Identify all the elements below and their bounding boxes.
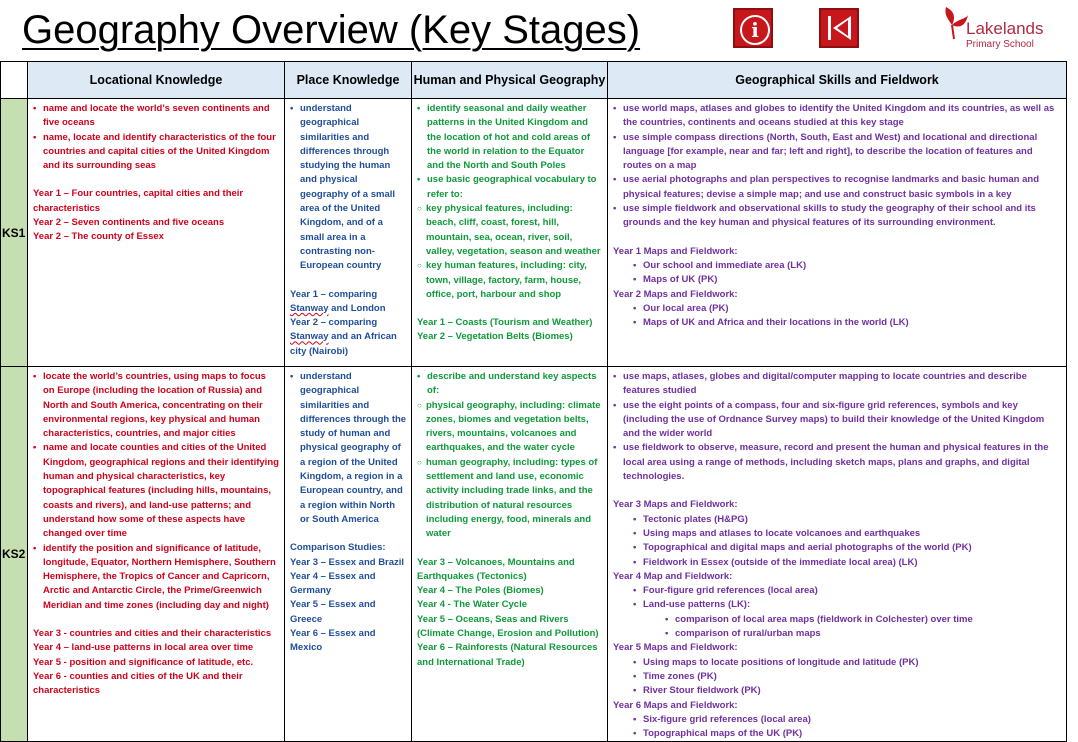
ks2-skills-y4-subitem: • comparison of local area maps (fieldwork in Colchester) over time [665,613,1062,627]
ks2-skills-y3-item: • Fieldwork in Essex (outside of the immediate local area) (LK) [633,556,1062,570]
back-to-start-icon [828,16,831,40]
ks2-human-year-4: Year 5 – Oceans, Seas and Rivers (Climate Change, Erosion and Pollution) [417,613,599,640]
ks1-skills-bullet-1: • use world maps, atlases and globes to identify the United Kingdom and its countries, as well as the countries, continents and oceans studied at this key stage [613,102,1062,131]
header-blank [1,62,28,99]
ks2-place-year-1: Year 3 – Essex and Brazil [290,556,405,568]
ks1-human-sub-1: ○ key physical features, including: beach, cliff, coast, forest, hill, mountain, sea, ocean, river, soil, valley, vegetation, season and weather [417,202,603,259]
ks1-loc-year-3: Year 2 – The county of Essex [33,231,164,243]
ks1-loc-bullet-1: • name and locate the world’s seven continents and five oceans [33,102,280,131]
header-locational: Locational Knowledge [28,62,285,99]
ks2-place-bullet: • understand geographical similarities and differences through the study of human and physical geography of a region of the United Kingdom, a region in a European country, and a region within North or South America [290,370,407,527]
ks2-loc-year-3: Year 5 - position and significance of latitude, etc. [33,656,254,668]
header-place: Place Knowledge [285,62,412,99]
ks1-loc-year-2: Year 2 – Seven continents and five oceans [33,217,225,229]
ks2-skills-y3-item: • Using maps and atlases to locate volcanoes and earthquakes [633,527,1062,541]
overview-table [0,61,1067,742]
ks2-skills-y3-head: Year 3 Maps and Fieldwork: [613,499,738,511]
ks2-human-year-5: Year 6 – Rainforests (Natural Resources and International Trade) [417,642,598,668]
ks1-loc-year-1: Year 1 – Four countries, capital cities and their characteristics [33,188,244,214]
ks1-skills-cell [608,99,1067,367]
header-human-physical: Human and Physical Geography [412,62,608,99]
ks1-human-year-2: Year 2 – Vegetation Belts (Biomes) [417,331,573,343]
page-title: Geography Overview (Key Stages) [22,8,641,52]
header-skills: Geographical Skills and Fieldwork [608,62,1067,99]
ks1-human-bullet-1: • identify seasonal and daily weather patterns in the United Kingdom and the location of hot and cold areas of the world in relation to the Equator and the North and South Poles [417,102,603,173]
ks2-skills-cell [608,367,1067,742]
ks2-loc-year-1: Year 3 - countries and cities and their characteristics [33,628,272,640]
ks1-skills-bullet-2: • use simple compass directions (North, South, East and West) and locational and directional language [for example, near and far; left and right], to describe the location of features and routes on a map [613,131,1062,174]
ks2-label: KS2 [1,367,28,742]
ks1-skills-y2-item: • Our local area (PK) [633,302,1062,316]
ks2-skills-y4-subitem: • comparison of rural/urban maps [665,627,1062,641]
ks1-loc-bullet-2: • name, locate and identify characteristics of the four countries and capital cities of the United Kingdom and its surrounding seas [33,131,280,174]
header-row [1,62,1067,99]
ks2-skills-y6-item: • Topographical maps of the UK (PK) [633,727,1062,741]
ks2-skills-y4-item: • Land-use patterns (LK): [633,598,1062,612]
ks1-place-bullet: • understand geographical similarities and differences through studying the human and physical geography of a small area of the United Kingdom, and of a small area in a contrasting non-European country [290,102,407,274]
ks2-loc-year-4: Year 6 - counties and cities of the UK and their characteristics [33,670,243,697]
ks2-row [1,367,1067,742]
ks2-place-year-4: Year 6 – Essex and Mexico [290,628,376,654]
ks2-place-comparison-head: Comparison Studies: [290,542,386,554]
ks2-loc-year-2: Year 4 – land-use patterns in local area over time [33,642,254,654]
ks1-label: KS1 [1,99,28,367]
ks1-human-bullet-2: • use basic geographical vocabulary to refer to: [417,173,603,202]
ks2-human-year-3: Year 4 - The Water Cycle [417,599,528,611]
ks2-human-year-1: Year 3 – Volcanoes, Mountains and Earthquakes (Tectonics) [417,556,575,582]
logo-name: Lakelands [966,19,1044,38]
ks2-skills-y3-item: • Tectonic plates (H&PG) [633,513,1062,527]
ks2-skills-y4-head: Year 4 Map and Fieldwork: [613,570,733,582]
ks1-human-year-1: Year 1 – Coasts (Tourism and Weather) [417,317,593,329]
ks2-locational-cell [28,367,285,742]
ks2-skills-y5-item: • River Stour fieldwork (PK) [633,684,1062,698]
info-icon: i [740,15,770,45]
ks2-skills-bullet-3: • use fieldwork to observe, measure, record and present the human and physical features in the local area using a range of methods, including sketch maps, plans and graphs, and digital technologies. [613,441,1062,484]
ks2-skills-y4-item: • Four-figure grid references (local area) [633,584,1062,598]
ks1-human-cell [412,99,608,367]
ks2-human-bullet: • describe and understand key aspects of: [417,370,603,399]
ks2-skills-y5-item: • Using maps to locate positions of longitude and latitude (PK) [633,656,1062,670]
ks2-loc-bullet-2: • name and locate counties and cities of the United Kingdom, geographical regions and their identifying human and physical characteristics, key topographical features (including hills, mountains, coasts and rivers), and land-use patterns; and understand how some of these aspects have changed over time [33,441,280,541]
info-button[interactable] [733,8,773,48]
ks2-place-year-3: Year 5 – Essex and Greece [290,599,376,625]
ks2-skills-bullet-2: • use the eight points of a compass, four and six-figure grid references, symbols and key (including the use of Ordnance Survey maps) to build their knowledge of the United Kingdom and the wider world [613,399,1062,442]
ks1-place-year-2: Year 2 – comparing Stanway and an African city (Nairobi) [290,317,397,357]
school-logo [940,3,1070,55]
ks2-skills-y5-item: • Time zones (PK) [633,670,1062,684]
ks1-skills-y2-head: Year 2 Maps and Fieldwork: [613,288,738,300]
ks1-human-sub-2: ○ key human features, including: city, town, village, factory, farm, house, office, port, harbour and shop [417,259,603,302]
ks2-skills-y5-head: Year 5 Maps and Fieldwork: [613,642,738,654]
ks2-place-year-2: Year 4 – Essex and Germany [290,570,376,597]
ks2-human-sub-1: ○ physical geography, including: climate zones, biomes and vegetation belts, rivers, mountains, volcanoes and earthquakes, and the water cycle [417,399,603,456]
ks2-loc-bullet-1: • locate the world’s countries, using maps to focus on Europe (including the location of Russia) and North and South America, concentrating on their environmental regions, key physical and human characteristics, countries, and major cities [33,370,280,441]
ks2-loc-bullet-3: • identify the position and significance of latitude, longitude, Equator, Northern Hemisphere, Southern Hemisphere, the Tropics of Cancer and Capricorn, Arctic and Antarctic Circle, the Prime/Greenwich Meridian and time zones (including day and night) [33,542,280,613]
back-to-start-button[interactable] [819,8,859,48]
ks2-human-cell [412,367,608,742]
ks2-human-sub-2: ○ human geography, including: types of settlement and land use, economic activity including trade links, and the distribution of natural resources including energy, food, minerals and water [417,456,603,542]
ks2-human-year-2: Year 4 – The Poles (Biomes) [417,585,544,597]
ks1-skills-bullet-4: • use simple fieldwork and observational skills to study the geography of their school and its grounds and the key human and physical features of its surrounding environment. [613,202,1062,231]
ks1-place-cell [285,99,412,367]
ks2-skills-bullet-1: • use maps, atlases, globes and digital/computer mapping to locate countries and describe features studied [613,370,1062,399]
ks2-skills-y3-item: • Topographical and digital maps and aerial photographs of the world (PK) [633,541,1062,555]
ks1-skills-y1-head: Year 1 Maps and Fieldwork: [613,245,738,257]
ks1-skills-y1-item: • Our school and immediate area (LK) [633,259,1062,273]
ks1-skills-y2-item: • Maps of UK and Africa and their locations in the world (LK) [633,316,1062,330]
logo-subtitle: Primary School [966,39,1034,50]
ks2-skills-y6-item: • Six-figure grid references (local area) [633,713,1062,727]
ks1-place-year-1: Year 1 – comparing Stanway and London [290,288,386,314]
ks1-locational-cell [28,99,285,367]
ks1-skills-bullet-3: • use aerial photographs and plan perspectives to recognise landmarks and basic human and physical features; devise a simple map; and use and construct basic symbols in a key [613,173,1062,202]
ks1-skills-y1-item: • Maps of UK (PK) [633,273,1062,287]
ks1-row [1,99,1067,367]
ks2-place-cell [285,367,412,742]
ks2-skills-y6-head: Year 6 Maps and Fieldwork: [613,699,738,711]
